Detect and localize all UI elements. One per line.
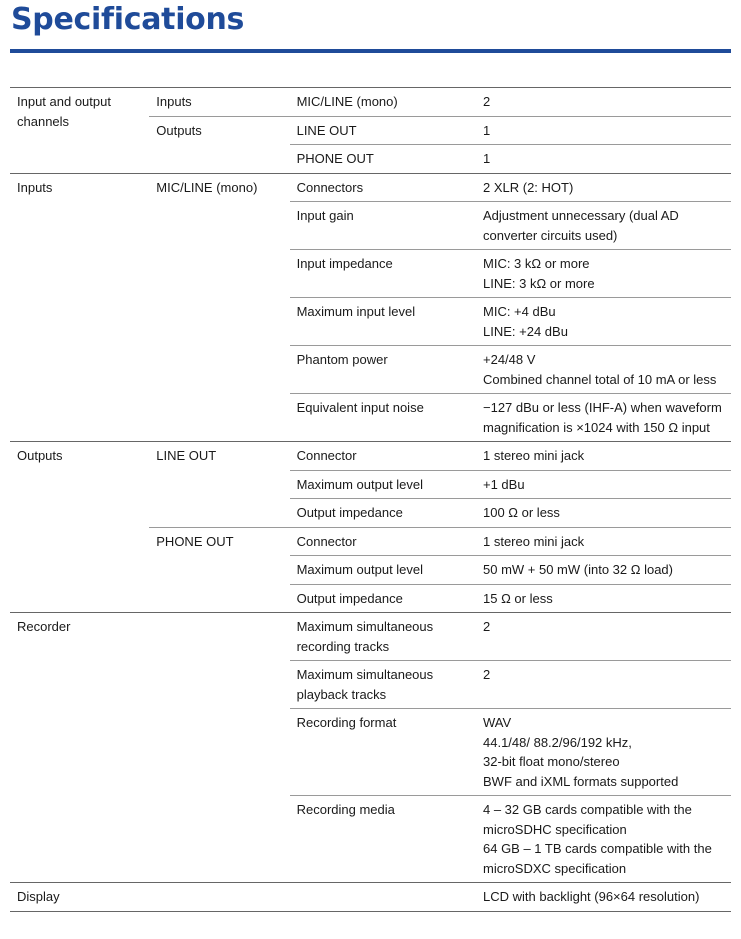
subcategory-cell xyxy=(149,613,289,883)
spec-value: 15 Ω or less xyxy=(476,584,731,613)
spec-value: 2 XLR (2: HOT) xyxy=(476,173,731,202)
spec-value: 1 stereo mini jack xyxy=(476,442,731,471)
spec-name: Connector xyxy=(290,527,476,556)
spec-name: Phantom power xyxy=(290,346,476,394)
page-title: Specifications xyxy=(11,2,245,37)
spec-name: PHONE OUT xyxy=(290,145,476,174)
spec-value: 1 xyxy=(476,116,731,145)
spec-name: Equivalent input noise xyxy=(290,394,476,442)
table-row xyxy=(10,883,731,912)
spec-name: Maximum input level xyxy=(290,298,476,346)
spec-value: MIC: +4 dBu LINE: +24 dBu xyxy=(476,298,731,346)
specifications-table xyxy=(10,87,731,912)
subcategory-cell: LINE OUT xyxy=(149,442,289,528)
category-cell: Inputs xyxy=(10,173,149,442)
spec-value: +24/48 V Combined channel total of 10 mA or less xyxy=(476,346,731,394)
spec-name: Output impedance xyxy=(290,584,476,613)
category-cell: Display xyxy=(10,883,149,912)
spec-name: Recording format xyxy=(290,709,476,796)
spec-name: LINE OUT xyxy=(290,116,476,145)
subcategory-cell: Inputs xyxy=(149,88,289,117)
spec-name: Input gain xyxy=(290,202,476,250)
spec-value: 50 mW + 50 mW (into 32 Ω load) xyxy=(476,556,731,585)
spec-value: 4 – 32 GB cards compatible with the microSDHC specification 64 GB – 1 TB cards compatible with the microSDXC specification xyxy=(476,796,731,883)
table-row xyxy=(10,442,731,471)
spec-value: 1 xyxy=(476,145,731,174)
spec-value: +1 dBu xyxy=(476,470,731,499)
category-cell: Recorder xyxy=(10,613,149,883)
spec-value: 2 xyxy=(476,88,731,117)
subcategory-cell: PHONE OUT xyxy=(149,527,289,613)
spec-name: Maximum simultaneous recording tracks xyxy=(290,613,476,661)
spec-value: 100 Ω or less xyxy=(476,499,731,528)
subcategory-cell xyxy=(149,883,289,912)
table-row xyxy=(10,88,731,117)
category-cell: Input and output channels xyxy=(10,88,149,174)
spec-name: Connectors xyxy=(290,173,476,202)
spec-value: −127 dBu or less (IHF-A) when waveform magnification is ×1024 with 150 Ω input xyxy=(476,394,731,442)
spec-name xyxy=(290,883,476,912)
spec-value: Adjustment unnecessary (dual AD converter circuits used) xyxy=(476,202,731,250)
spec-value: MIC: 3 kΩ or more LINE: 3 kΩ or more xyxy=(476,250,731,298)
spec-name: Maximum output level xyxy=(290,556,476,585)
spec-value: 2 xyxy=(476,661,731,709)
spec-name: MIC/LINE (mono) xyxy=(290,88,476,117)
subcategory-cell: MIC/LINE (mono) xyxy=(149,173,289,442)
spec-name: Maximum output level xyxy=(290,470,476,499)
spec-value: WAV 44.1/48/ 88.2/96/192 kHz, 32-bit float mono/stereo BWF and iXML formats supported xyxy=(476,709,731,796)
category-cell: Outputs xyxy=(10,442,149,613)
spec-name: Input impedance xyxy=(290,250,476,298)
spec-name: Output impedance xyxy=(290,499,476,528)
spec-name: Connector xyxy=(290,442,476,471)
title-divider xyxy=(10,49,731,53)
spec-value: LCD with backlight (96×64 resolution) xyxy=(476,883,731,912)
spec-value: 1 stereo mini jack xyxy=(476,527,731,556)
spec-name: Maximum simultaneous playback tracks xyxy=(290,661,476,709)
subcategory-cell: Outputs xyxy=(149,116,289,173)
spec-name: Recording media xyxy=(290,796,476,883)
table-row xyxy=(10,613,731,661)
table-row xyxy=(10,173,731,202)
spec-value: 2 xyxy=(476,613,731,661)
